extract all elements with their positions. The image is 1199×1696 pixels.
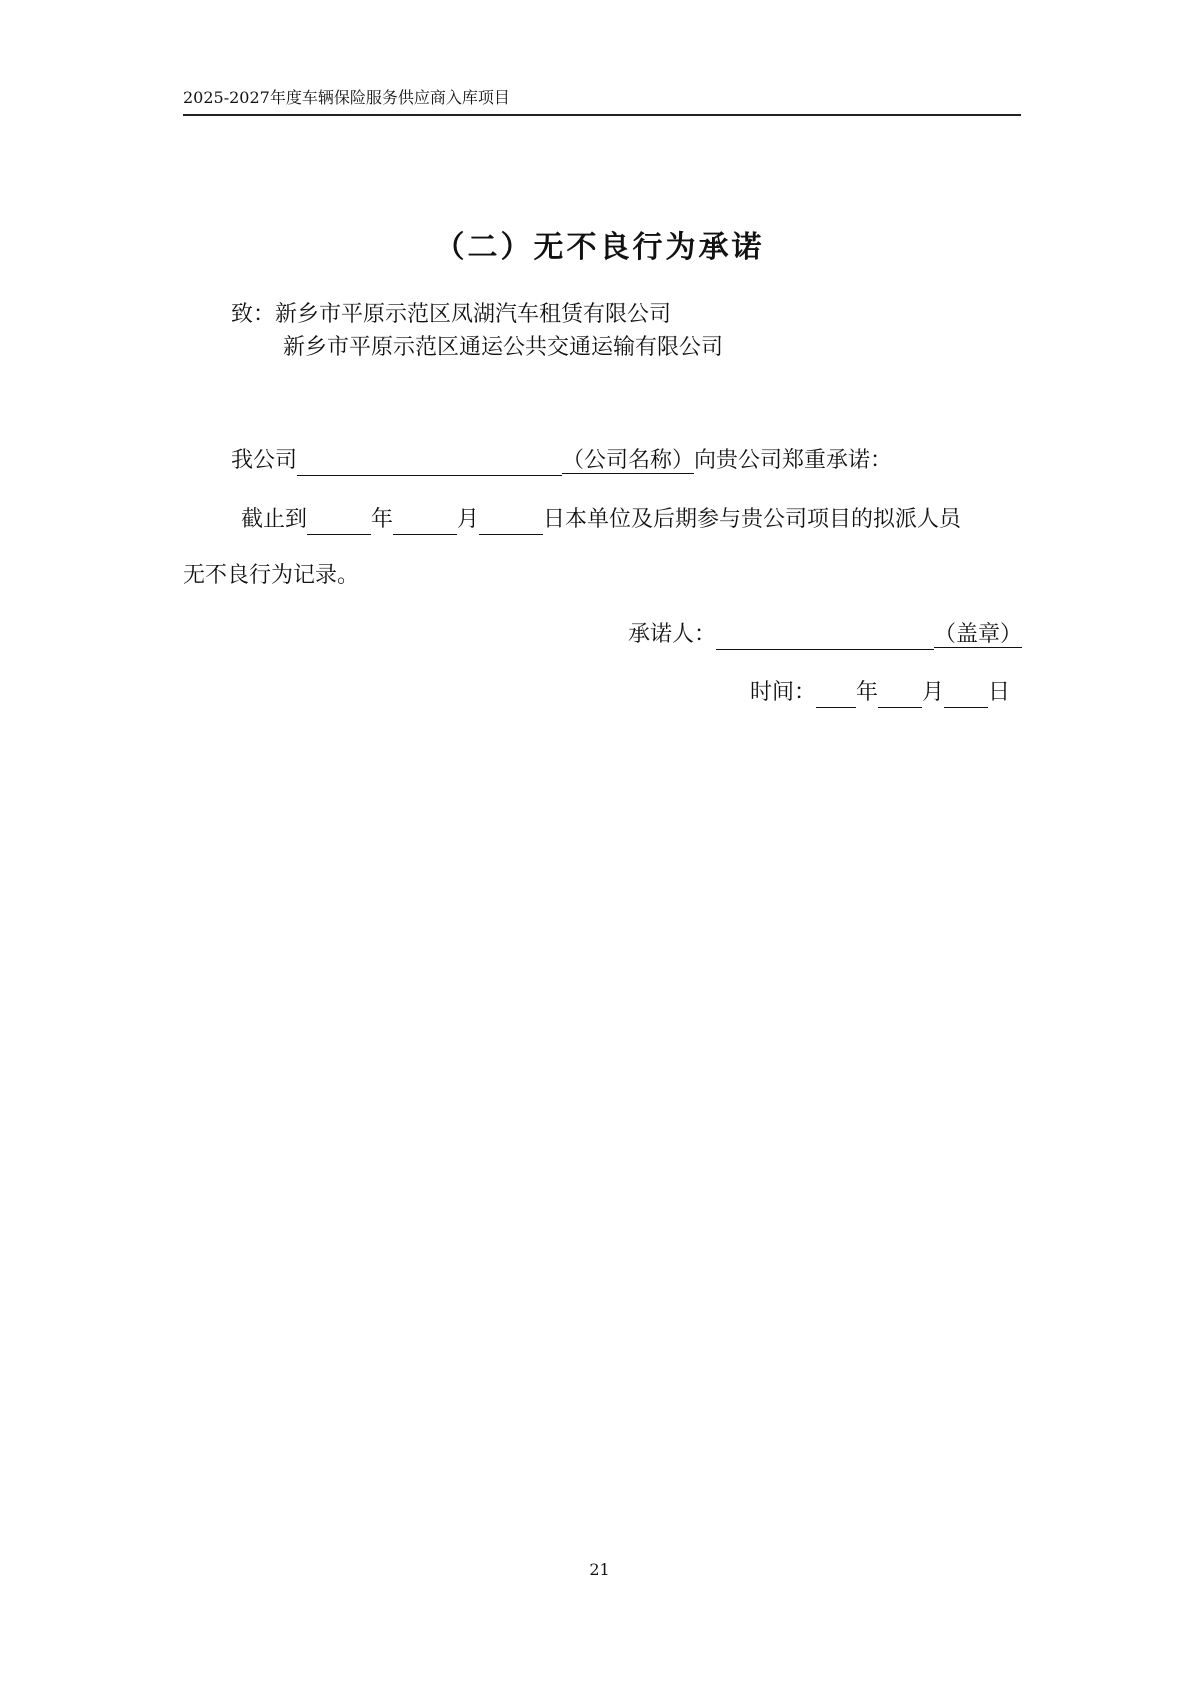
sign-day-label: 日 [988, 680, 1011, 705]
paragraph-1-prefix: 我公司 [231, 448, 298, 473]
seal-hint: （盖章） [934, 622, 1023, 647]
sign-month-label: 月 [922, 680, 945, 705]
time-label: 时间： [750, 680, 817, 705]
date-line [750, 678, 1010, 708]
promiser-label: 承诺人： [628, 622, 717, 647]
sign-year-label: 年 [856, 680, 879, 705]
company-name-field[interactable] [297, 449, 562, 476]
month-field[interactable] [393, 508, 457, 535]
commitment-paragraph-1 [231, 446, 892, 476]
page-header [183, 86, 1021, 116]
document-title: （二）无不良行为承诺 [434, 230, 765, 265]
promiser-line [628, 620, 1022, 650]
commitment-paragraph-2 [241, 505, 961, 535]
paragraph-2-prefix: 截止到 [241, 507, 308, 532]
page-number: 21 [589, 1560, 610, 1579]
paragraph-1-suffix: 向贵公司郑重承诺： [694, 448, 893, 473]
header-text: 2025-2027年度车辆保险服务供应商入库项目 [183, 88, 510, 107]
promiser-field[interactable] [716, 623, 934, 650]
commitment-paragraph-3 [183, 561, 359, 591]
recipient-label: 致： [231, 302, 276, 327]
paragraph-3-text: 无不良行为记录。 [183, 563, 360, 588]
recipient-company-1: 新乡市平原示范区凤湖汽车租赁有限公司 [275, 302, 672, 327]
month-label: 月 [457, 507, 480, 532]
year-field[interactable] [307, 508, 371, 535]
sign-day-field[interactable] [944, 681, 988, 708]
recipient-line-1 [231, 300, 671, 330]
paragraph-2-suffix: 日本单位及后期参与贵公司项目的拟派人员 [543, 507, 962, 532]
company-name-hint: （公司名称） [562, 448, 695, 473]
recipient-company-2: 新乡市平原示范区通运公共交通运输有限公司 [283, 335, 724, 360]
recipient-line-2 [283, 333, 723, 363]
sign-month-field[interactable] [878, 681, 922, 708]
day-field[interactable] [479, 508, 543, 535]
year-label: 年 [371, 507, 394, 532]
sign-year-field[interactable] [816, 681, 856, 708]
